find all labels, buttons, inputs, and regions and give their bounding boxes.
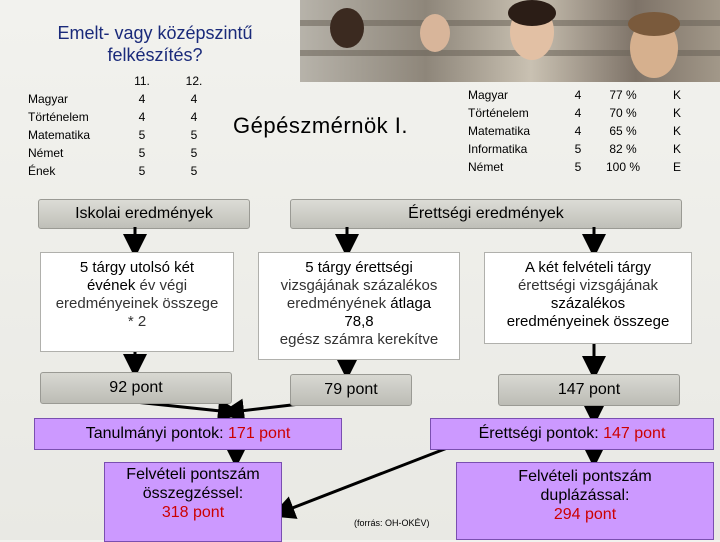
school-points: 92 pont xyxy=(40,372,232,404)
percent-cell: 65 % xyxy=(609,124,637,138)
grade-cell: 5 xyxy=(138,164,146,178)
method-text: 5 tárgy érettségi xyxy=(305,259,413,276)
subject-cell: Német xyxy=(468,160,504,174)
exam-sum-method-box xyxy=(484,252,692,344)
total-double-box xyxy=(456,462,714,540)
method-text: átlaga xyxy=(390,295,432,312)
grade-cell: 5 xyxy=(574,142,582,156)
exam-results-header: Érettségi eredmények xyxy=(290,199,682,229)
method-text: 78,8 xyxy=(344,313,374,330)
school-method-box xyxy=(40,252,234,352)
slide-title: Emelt- vagy középszintű felkészítés? xyxy=(57,23,253,65)
level-cell: K xyxy=(672,88,681,102)
arrow-icon xyxy=(282,440,468,512)
level-cell: K xyxy=(672,142,681,156)
subject-cell: Történelem xyxy=(28,110,89,124)
exam-points-box xyxy=(430,418,714,450)
method-text xyxy=(259,295,459,313)
study-points-label: Tanulmányi pontok: xyxy=(85,425,229,442)
percent-cell: 70 % xyxy=(609,106,637,120)
percent-cell: 77 % xyxy=(609,88,637,102)
percent-cell: 82 % xyxy=(609,142,637,156)
level-cell: E xyxy=(672,160,681,174)
grade-cell: 4 xyxy=(574,88,582,102)
grade-cell: 5 xyxy=(190,146,198,160)
grade-cell: 4 xyxy=(574,106,582,120)
subject-cell: Történelem xyxy=(468,106,529,120)
grade-cell: 4 xyxy=(574,124,582,138)
total-sum-line: Felvételi pontszám xyxy=(126,466,260,483)
level-cell: K xyxy=(672,124,681,138)
method-text: év végi xyxy=(135,277,188,294)
grade-cell: 4 xyxy=(190,92,198,106)
subject-cell: Német xyxy=(28,146,64,160)
total-double-line: Felvételi pontszám xyxy=(518,468,652,485)
study-points-value: 171 pont xyxy=(228,425,291,442)
method-text: eredményeinek összege xyxy=(506,313,670,330)
subject-cell: Ének xyxy=(28,164,56,178)
grade-cell: 5 xyxy=(574,160,582,174)
exam-sum-points: 147 pont xyxy=(498,374,680,406)
grade-cell: 5 xyxy=(190,128,198,142)
method-text: érettségi vizsgájának xyxy=(517,277,659,294)
method-text: 5 tárgy utolsó két xyxy=(79,259,195,276)
subject-cell: Informatika xyxy=(468,142,528,156)
exam-points-label: Érettségi pontok: xyxy=(478,425,604,442)
header-cell: 12. xyxy=(185,74,203,88)
method-text: százalékos xyxy=(550,295,626,312)
school-results-header: Iskolai eredmények xyxy=(38,199,250,229)
subject-cell: Magyar xyxy=(468,88,509,102)
subject-cell: Matematika xyxy=(28,128,91,142)
total-double-value: 294 pont xyxy=(553,506,617,523)
method-text: egész számra kerekítve xyxy=(279,331,439,348)
program-name: Gépészmérnök I. xyxy=(233,113,409,138)
header-cell: 11. xyxy=(134,74,150,88)
total-sum-box xyxy=(104,462,282,542)
method-text: A két felvételi tárgy xyxy=(525,259,651,276)
subject-cell: Matematika xyxy=(468,124,531,138)
total-double-line: duplázással: xyxy=(540,487,630,504)
method-text: * 2 xyxy=(127,313,147,330)
grade-cell: 5 xyxy=(190,164,198,178)
grade-cell: 4 xyxy=(190,110,198,124)
method-text: évének xyxy=(86,277,136,294)
percent-cell: 100 % xyxy=(605,160,641,174)
method-text xyxy=(41,277,233,295)
method-text: eredményeinek összege xyxy=(55,295,219,312)
level-cell: K xyxy=(672,106,681,120)
exam-points-value: 147 pont xyxy=(603,425,666,442)
source-note: (forrás: OH-OKÉV) xyxy=(354,518,430,528)
method-text: eredményének xyxy=(286,295,391,312)
grade-cell: 4 xyxy=(138,110,146,124)
grade-cell: 4 xyxy=(138,92,146,106)
exam-average-method-box xyxy=(258,252,460,360)
grade-cell: 5 xyxy=(138,146,146,160)
exam-average-points: 79 pont xyxy=(290,374,412,406)
grade-cell: 5 xyxy=(138,128,146,142)
total-sum-value: 318 pont xyxy=(161,504,225,521)
arrow-icon xyxy=(232,404,300,412)
subject-cell: Magyar xyxy=(28,92,69,106)
study-points-box xyxy=(34,418,342,450)
method-text: vizsgájának százalékos xyxy=(280,277,438,294)
total-sum-line: összegzéssel: xyxy=(142,485,244,502)
